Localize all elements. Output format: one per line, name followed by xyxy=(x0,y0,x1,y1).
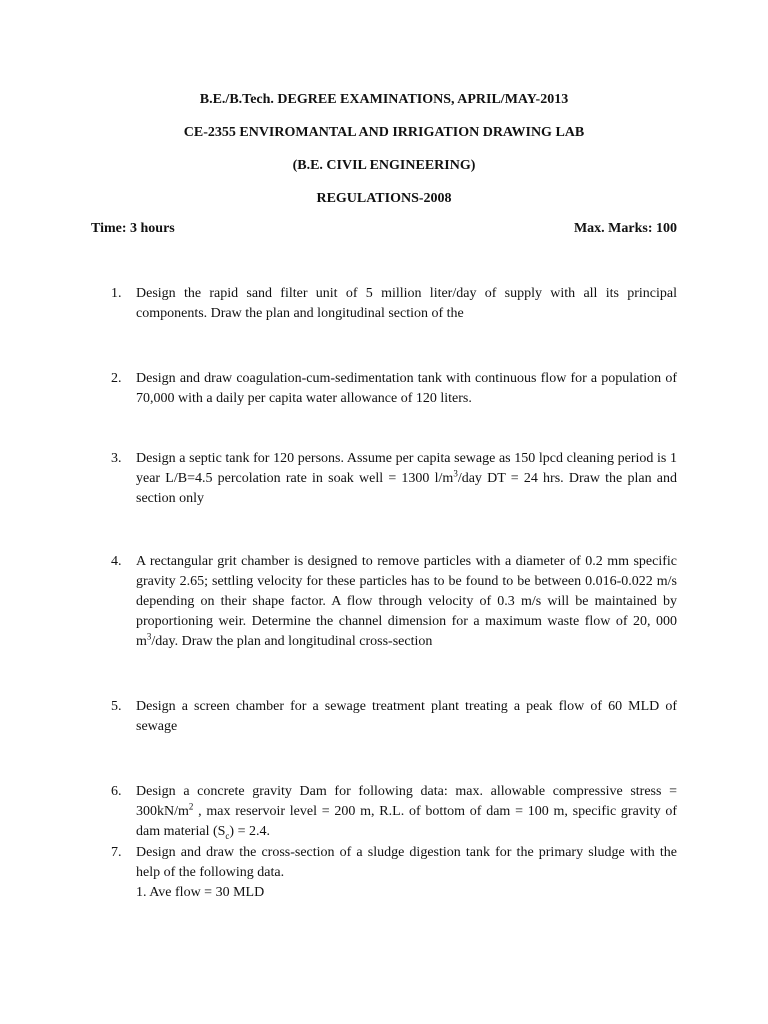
question-number: 7. xyxy=(111,845,122,860)
max-marks-label: Max. Marks: 100 xyxy=(573,221,677,236)
question-text: A rectangular grit chamber is designed to remove particles with a diameter of 0.2 mm specific gravity 2.65; settling velocity for these particles has to be found to be between 0.016-0.022 m/s depending on their shape factor. A flow through velocity of 0.3 m/s will be maintained by proportioning weir. Determine the channel dimension for a maximum waste flow of 20, 000 $m^3$/day. Draw the plan and longitudinal cross-section xyxy=(136,554,677,649)
course-title: CE-2355 ENVIROMANTAL AND IRRIGATION DRAWING LAB xyxy=(183,125,585,140)
question-number: 4. xyxy=(111,554,122,569)
question-2 xyxy=(111,369,677,409)
exam-meta-row xyxy=(91,220,677,238)
question-text: Design a concrete gravity Dam for following data: max. allowable compressive stress = $300kN/m^2$ , max reservoir level = 200 m, R.L. of bottom of dam = 100 m, specific gravity of dam material $(S_c) = 2.4$. xyxy=(136,784,677,841)
question-3 xyxy=(111,449,677,509)
regulations: REGULATIONS-2008 xyxy=(316,191,452,206)
question-number: 5. xyxy=(111,699,122,714)
question-7 xyxy=(111,843,677,903)
question-text: Design a screen chamber for a sewage treatment plant treating a peak flow of 60 MLD of sewage xyxy=(136,699,677,734)
question-4 xyxy=(111,552,677,652)
question-text: Design a septic tank for 120 persons. Assume per capita sewage as 150 lpcd cleaning period is 1 year L/B=4.5 percolation rate in soak well = 1300 $l/m^3$/day DT = 24 hrs. Draw the plan and section only xyxy=(136,451,678,506)
question-1 xyxy=(111,284,677,324)
exam-title: B.E./B.Tech. DEGREE EXAMINATIONS, APRIL/MAY-2013 xyxy=(199,92,569,107)
question-5 xyxy=(111,697,677,737)
question-subitem: 1. Ave flow = 30 MLD xyxy=(136,885,265,900)
question-text: Design and draw coagulation-cum-sedimentation tank with continuous flow for a population of 70,000 with a daily per capita water allowance of 120 liters. xyxy=(136,371,677,406)
time-label: Time: 3 hours xyxy=(91,221,175,236)
question-number: 6. xyxy=(111,784,122,799)
question-number: 1. xyxy=(111,286,122,301)
question-text: Design and draw the cross-section of a sludge digestion tank for the primary sludge with the help of the following data. 1. Ave flow = 30 MLD xyxy=(136,843,677,903)
question-number: 2. xyxy=(111,371,122,386)
department: (B.E. CIVIL ENGINEERING) xyxy=(292,158,476,173)
question-number: 3. xyxy=(111,451,122,466)
question-6 xyxy=(111,782,677,842)
question-text: Design the rapid sand filter unit of 5 million liter/day of supply with all its principal components. Draw the plan and longitudinal section of the xyxy=(136,286,677,321)
